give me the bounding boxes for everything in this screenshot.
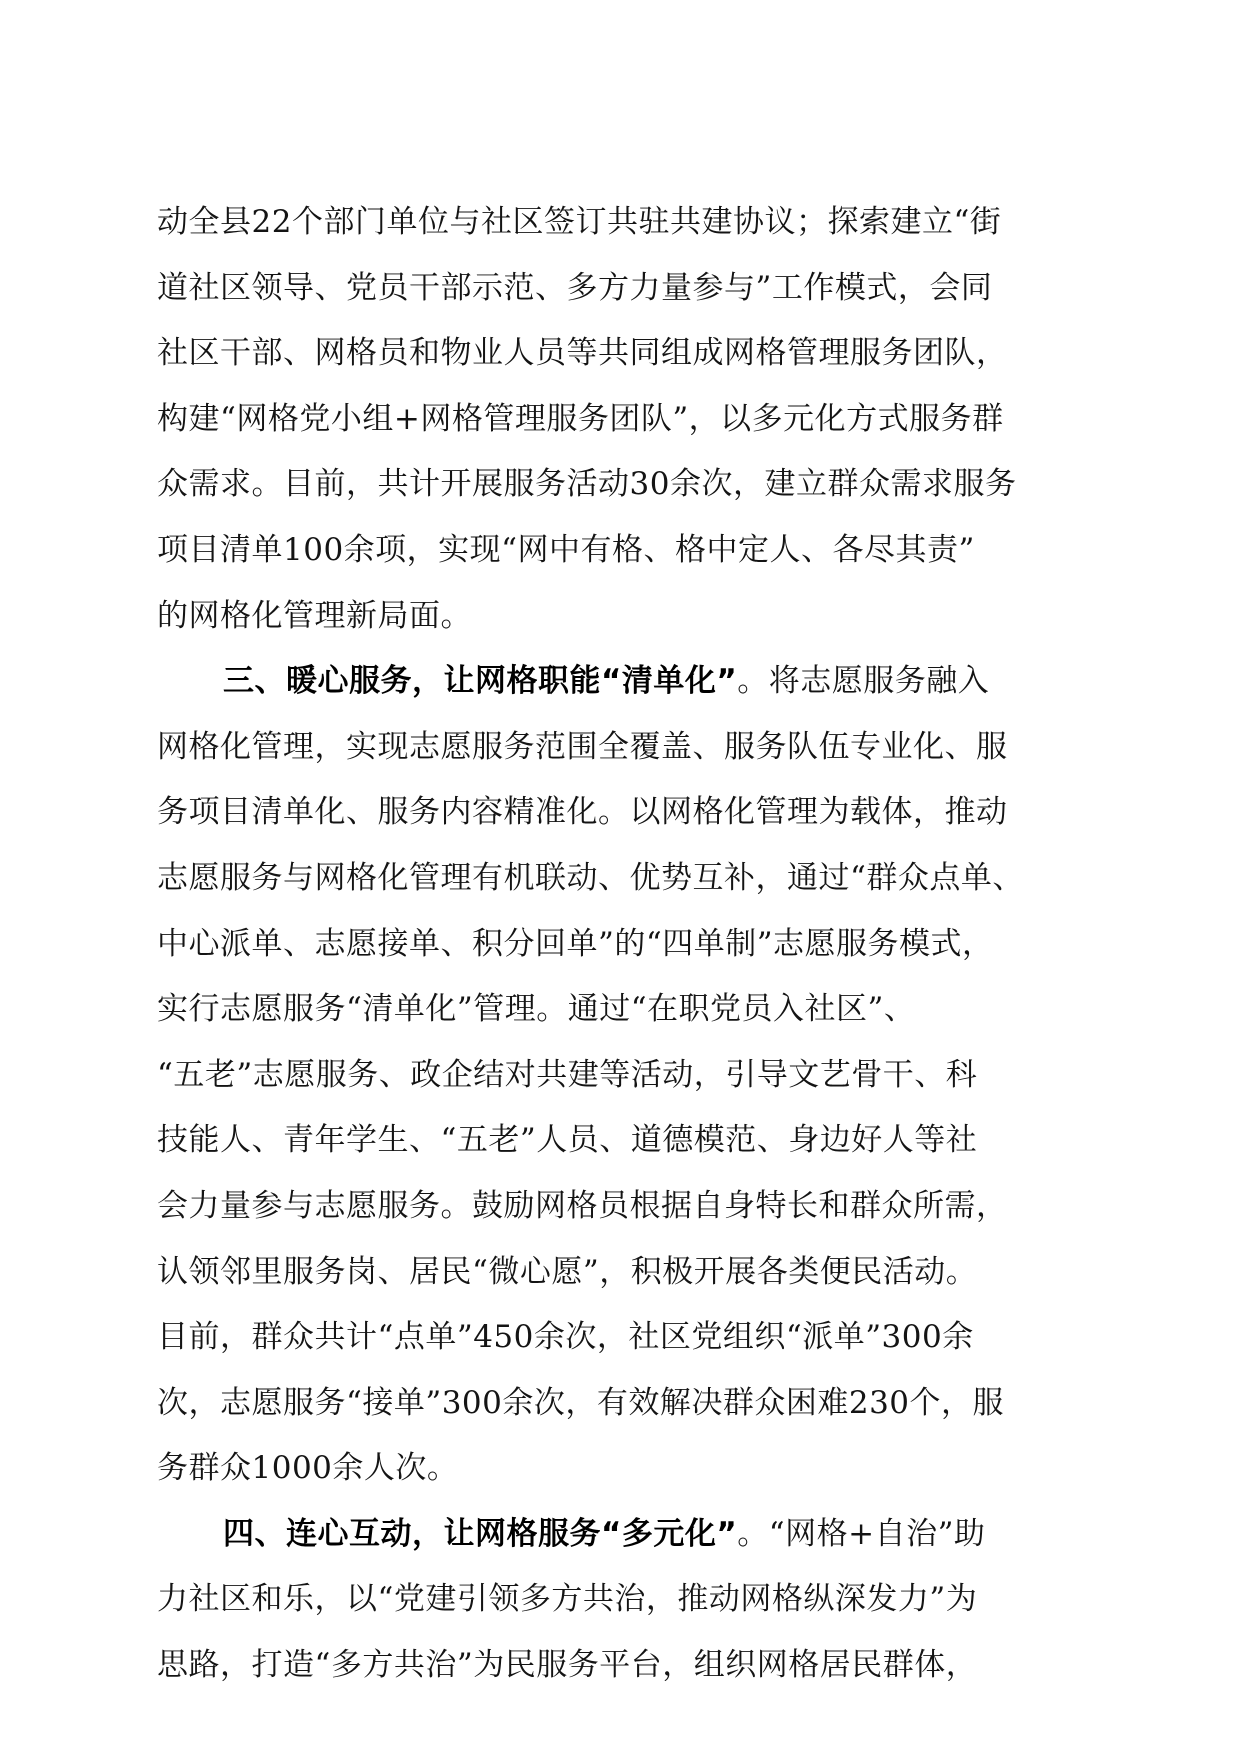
text-line: 志愿服务与网格化管理有机联动、优势互补，通过“群众点单、 — [157, 859, 1024, 896]
text-line: 思路，打造“多方共治”为民服务平台，组织网格居民群体， — [157, 1647, 978, 1684]
text-line: 力社区和乐，以“党建引领多方共治，推动网格纵深发力”为 — [157, 1581, 978, 1618]
section-three-text: 。将志愿服务融入 — [737, 663, 990, 700]
text-line: 道社区领导、党员干部示范、多方力量参与”工作模式，会同 — [157, 269, 993, 306]
text-line: 会力量参与志愿服务。鼓励网格员根据自身特长和群众所需， — [157, 1187, 1008, 1224]
text-line: 中心派单、志愿接单、积分回单”的“四单制”志愿服务模式， — [157, 925, 994, 962]
text-line: 认领邻里服务岗、居民“微心愿”，积极开展各类便民活动。 — [157, 1253, 978, 1290]
text-line: 务项目清单化、服务内容精准化。以网格化管理为载体，推动 — [157, 794, 1008, 831]
text-line: 的网格化管理新局面。 — [157, 597, 472, 634]
text-line: “五老”志愿服务、政企结对共建等活动，引导文艺骨干、科 — [157, 1056, 978, 1093]
section-four-first-line — [157, 1502, 1087, 1568]
text-line: 目前，群众共计“点单”450余次，社区党组织“派单”300余 — [157, 1319, 974, 1356]
section-three-heading: 三、暖心服务，让网格职能“清单化” — [223, 663, 738, 700]
text-line: 项目清单100余项，实现“网中有格、格中定人、各尽其责” — [157, 531, 975, 568]
section-three-first-line — [157, 649, 1087, 715]
text-line: 动全县22个部门单位与社区签订共驻共建协议；探索建立“街 — [157, 204, 1002, 240]
text-line: 务群众1000余人次。 — [157, 1450, 459, 1487]
text-line: 众需求。目前，共计开展服务活动30余次，建立群众需求服务 — [157, 466, 1017, 503]
text-line: 网格化管理，实现志愿服务范围全覆盖、服务队伍专业化、服 — [157, 728, 1008, 765]
section-four-text: 。“网格+自治”助 — [737, 1515, 986, 1552]
text-line: 构建“网格党小组+网格管理服务团队”，以多元化方式服务群 — [157, 400, 1004, 437]
body-text — [157, 190, 1087, 1699]
section-four-heading: 四、连心互动，让网格服务“多元化” — [223, 1515, 738, 1552]
text-line: 实行志愿服务“清单化”管理。通过“在职党员入社区”、 — [157, 991, 916, 1028]
text-line: 次，志愿服务“接单”300余次，有效解决群众困难230个，服 — [157, 1384, 1005, 1421]
text-line: 技能人、青年学生、“五老”人员、道德模范、身边好人等社 — [157, 1122, 978, 1159]
text-line: 社区干部、网格员和物业人员等共同组成网格管理服务团队， — [157, 335, 1008, 372]
